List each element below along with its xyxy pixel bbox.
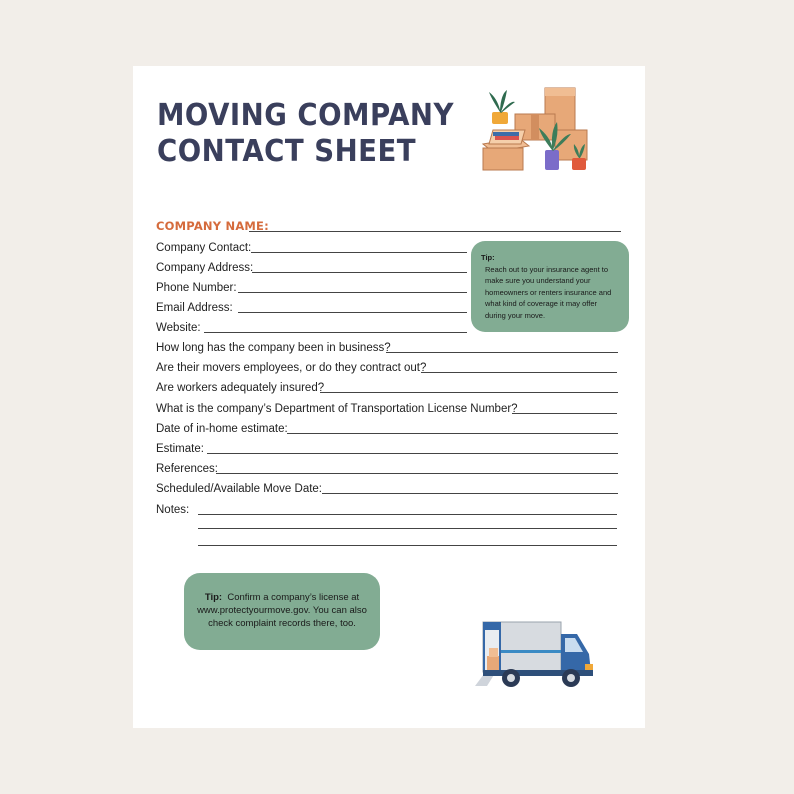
title-line-2: CONTACT SHEET <box>157 134 417 169</box>
dot-license-line[interactable] <box>512 413 617 414</box>
references-label: References: <box>156 463 219 475</box>
phone-number-line[interactable] <box>238 292 467 293</box>
company-contact-line[interactable] <box>251 252 467 253</box>
page-title <box>157 98 454 170</box>
in-home-estimate-line[interactable] <box>287 433 618 434</box>
insurance-tip-box <box>471 241 629 332</box>
email-address-line[interactable] <box>238 312 467 313</box>
phone-number-label: Phone Number: <box>156 282 237 294</box>
website-line[interactable] <box>204 332 467 333</box>
license-tip-text: Confirm a company’s license at www.protectyourmove.gov. You can also check complaint records there, too. <box>197 592 367 629</box>
movers-employees-label: Are their movers employees, or do they contract out? <box>156 362 427 374</box>
contact-sheet <box>133 66 645 728</box>
email-address-field[interactable] <box>156 297 467 317</box>
moving-boxes-illustration <box>479 86 591 172</box>
company-contact-field[interactable] <box>156 237 467 257</box>
website-label: Website: <box>156 322 201 334</box>
notes-line-3[interactable] <box>198 545 617 546</box>
estimate-label: Estimate: <box>156 443 204 455</box>
moving-truck-illustration <box>473 620 597 692</box>
title-line-1: MOVING COMPANY <box>157 98 454 133</box>
notes-label: Notes: <box>156 504 190 516</box>
move-date-line[interactable] <box>322 493 618 494</box>
years-in-business-line[interactable] <box>386 352 618 353</box>
movers-employees-line[interactable] <box>421 372 617 373</box>
dot-license-field[interactable] <box>156 398 617 418</box>
license-tip-box <box>184 573 380 650</box>
insurance-tip-heading: Tip: <box>481 253 495 262</box>
website-field[interactable] <box>156 317 467 337</box>
notes-field[interactable] <box>156 499 617 519</box>
move-date-label: Scheduled/Available Move Date: <box>156 483 323 495</box>
movers-employees-field[interactable] <box>156 357 617 377</box>
references-field[interactable] <box>156 458 618 478</box>
workers-insured-field[interactable] <box>156 377 618 397</box>
company-name-field[interactable] <box>156 216 621 236</box>
company-name-label: COMPANY NAME: <box>156 219 269 233</box>
workers-insured-label: Are workers adequately insured? <box>156 382 325 394</box>
in-home-estimate-label: Date of in-home estimate: <box>156 423 288 435</box>
company-address-line[interactable] <box>252 272 467 273</box>
estimate-line[interactable] <box>207 453 618 454</box>
dot-license-label: What is the company’s Department of Transportation License Number? <box>156 403 518 415</box>
years-in-business-label: How long has the company been in business? <box>156 342 391 354</box>
workers-insured-line[interactable] <box>320 392 618 393</box>
email-address-label: Email Address: <box>156 302 233 314</box>
company-address-field[interactable] <box>156 257 467 277</box>
references-line[interactable] <box>216 473 618 474</box>
move-date-field[interactable] <box>156 478 618 498</box>
phone-number-field[interactable] <box>156 277 467 297</box>
company-address-label: Company Address: <box>156 262 254 274</box>
insurance-tip-text: Reach out to your insurance agent to make sure you understand your homeowners or renters insurance and what kind of coverage it may offer during your move. <box>485 264 612 320</box>
in-home-estimate-field[interactable] <box>156 418 618 438</box>
company-contact-label: Company Contact: <box>156 242 252 254</box>
estimate-field[interactable] <box>156 438 618 458</box>
notes-line-2[interactable] <box>198 528 617 529</box>
company-name-line[interactable] <box>249 231 621 232</box>
notes-line-1[interactable] <box>198 514 617 515</box>
license-tip-heading: Tip: <box>204 592 223 603</box>
years-in-business-field[interactable] <box>156 337 618 357</box>
